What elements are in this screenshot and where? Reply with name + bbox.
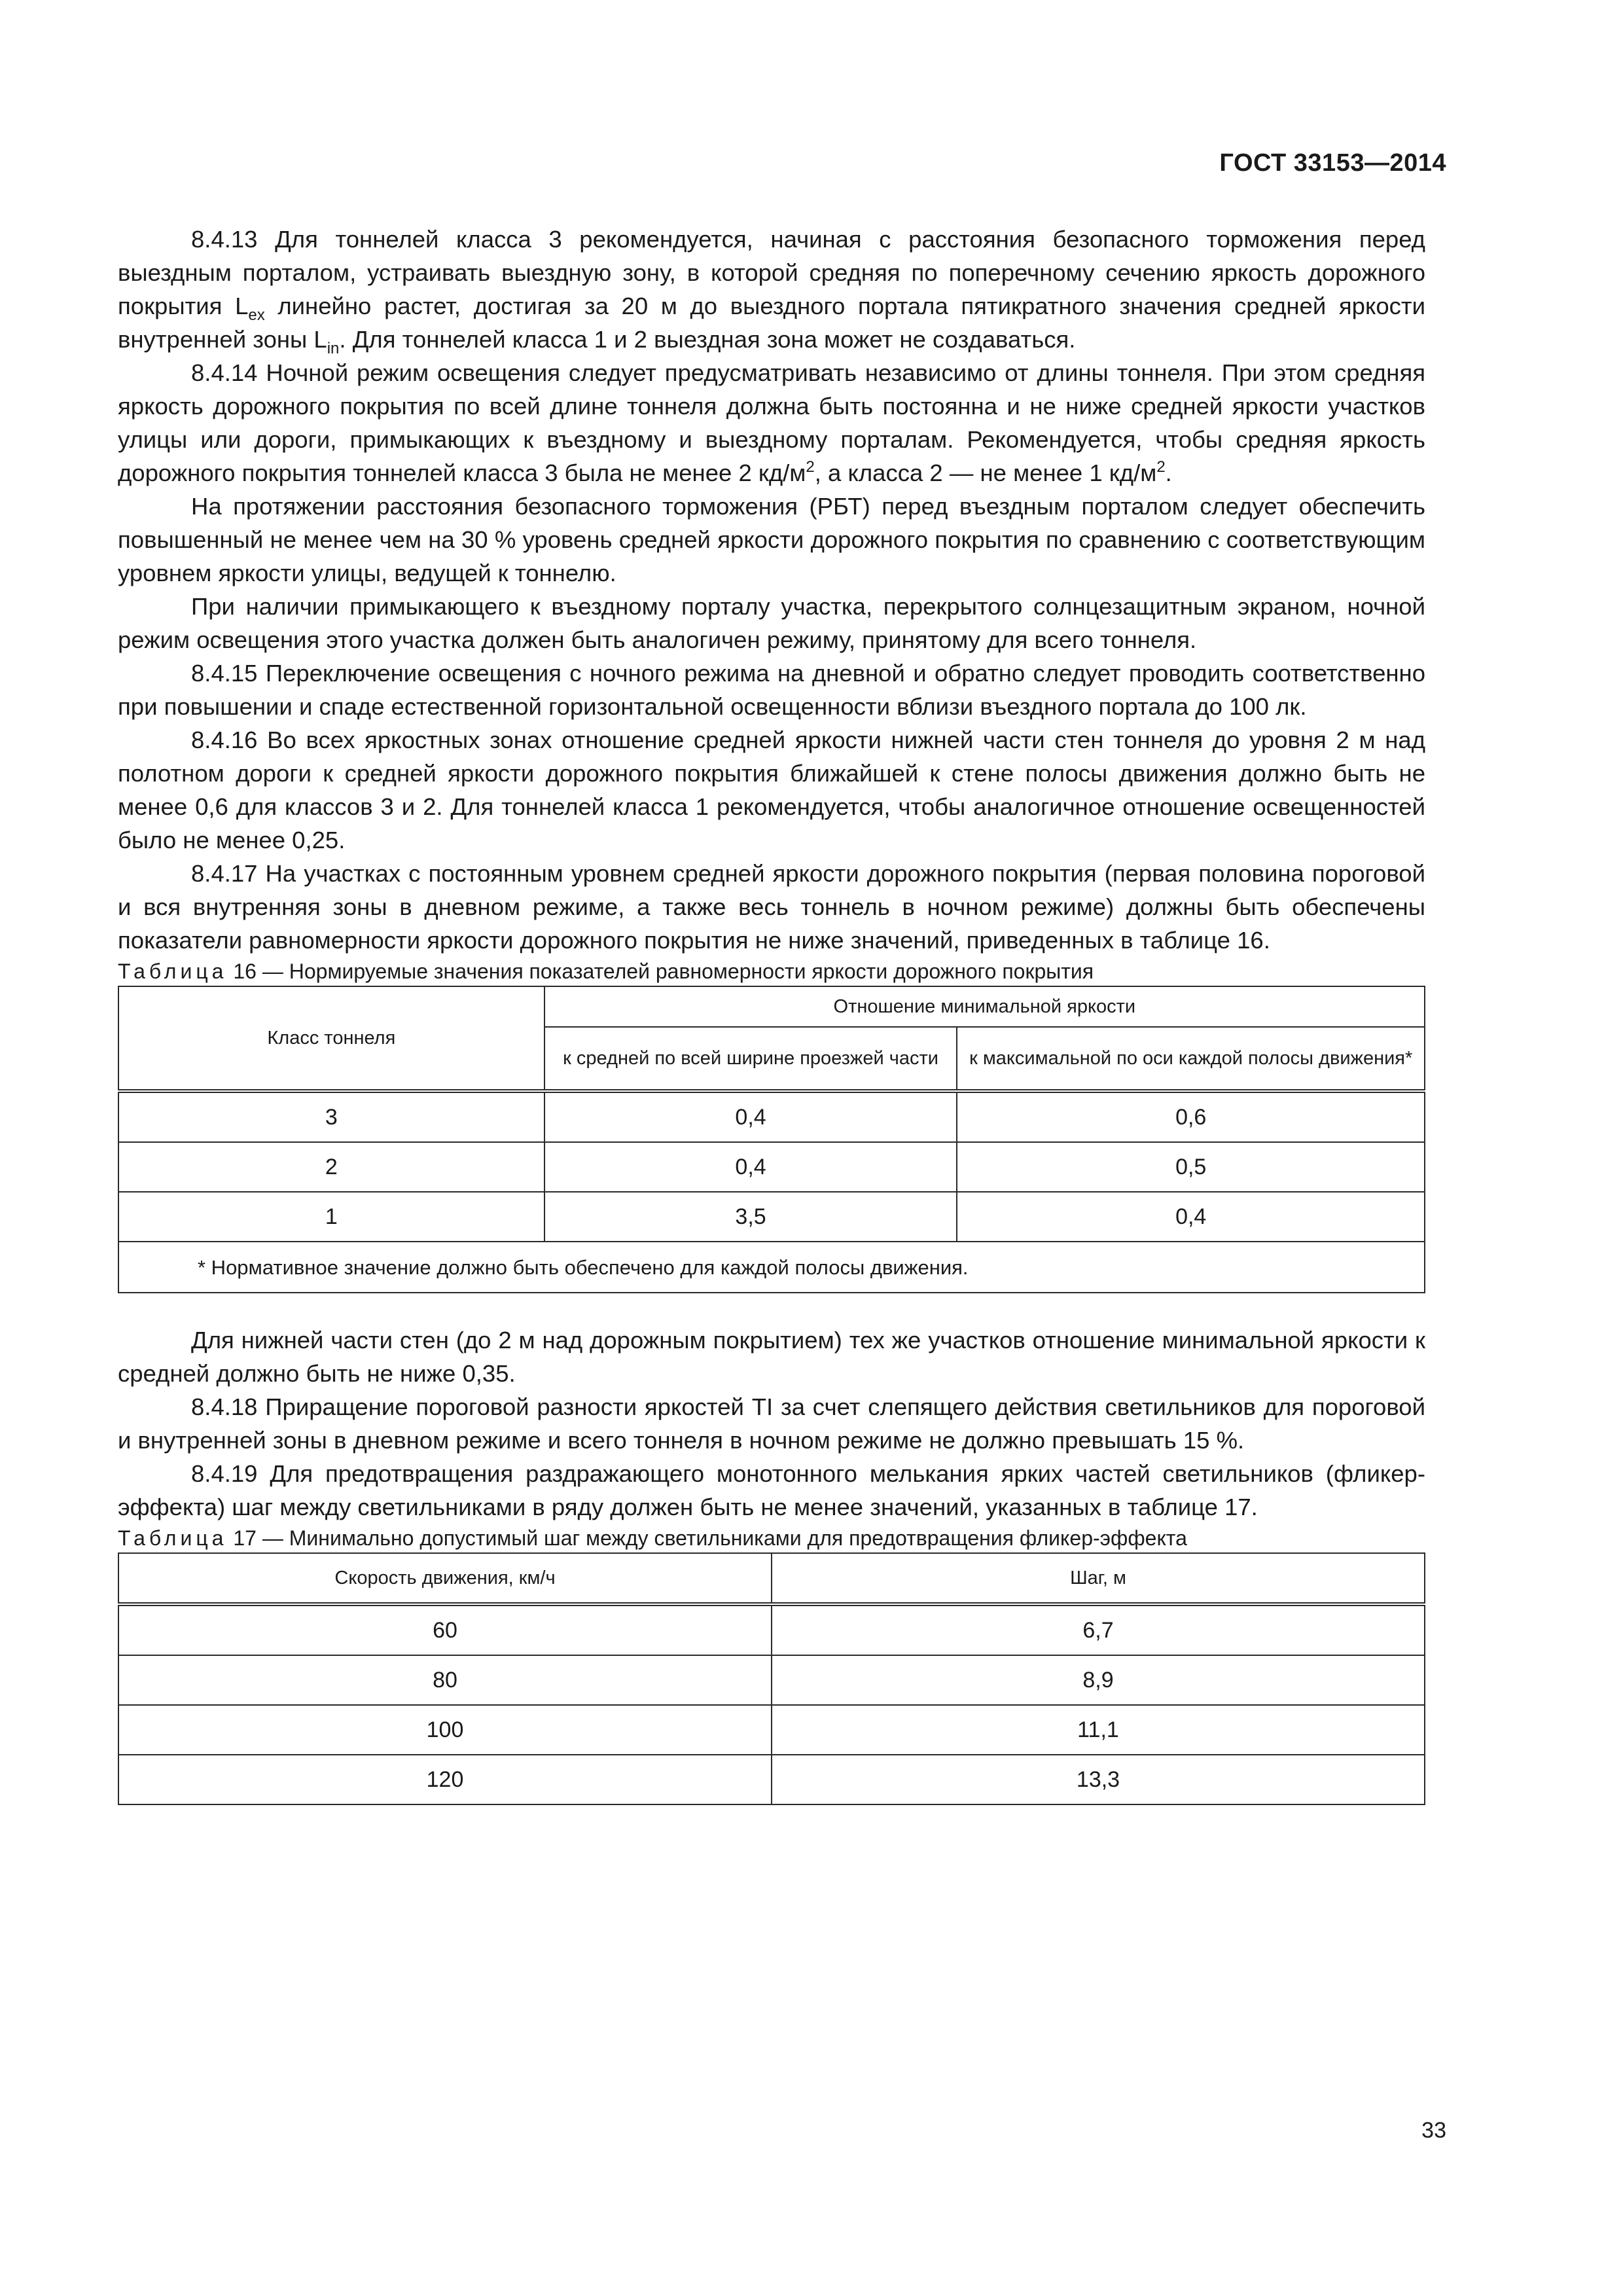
superscript: 2 <box>1156 458 1166 476</box>
subscript: ex <box>248 306 265 324</box>
table-16-caption <box>118 957 1425 986</box>
paragraph-8-4-17: 8.4.17 На участках с постоянным уровнем средней яркости дорожного покрытия (первая половина пороговой и вся внутренняя зоны в дневном режиме, а также весь тоннель в ночном режиме) должны быть обеспечены показатели равномерности яркости дорожного покрытия не ниже значений, приведенных в таблице 16. <box>118 860 1425 954</box>
document-code: ГОСТ 33153—2014 <box>1219 149 1446 177</box>
document-body <box>118 223 1425 1805</box>
caption-label: Таблица <box>118 960 228 983</box>
text-run: . Для тоннелей класса 1 и 2 выездная зона может не создаваться. <box>339 326 1076 353</box>
text-run: . <box>1165 459 1172 486</box>
header-speed: Скорость движения, км/ч <box>118 1553 772 1604</box>
paragraph-8-4-16: 8.4.16 Во всех яркостных зонах отношение средней яркости нижней части стен тоннеля до уровня 2 м над полотном дороги к средней яркости дорожного покрытия ближайшей к стене полосы движения должно быть не менее 0,6 для классов 3 и 2. Для тоннелей класса 1 рекомендуется, чтобы аналогичное отношение освещенностей было не менее 0,25. <box>118 726 1425 853</box>
table-row <box>118 1755 1425 1804</box>
caption-text: 16 — Нормируемые значения показателей равномерности яркости дорожного покрытия <box>227 960 1094 983</box>
paragraph-8-4-14 <box>118 356 1425 490</box>
table-row <box>118 1142 1425 1192</box>
cell-avg: 3,5 <box>544 1192 957 1242</box>
cell-max: 0,5 <box>957 1142 1425 1192</box>
caption-label: Таблица <box>118 1526 228 1550</box>
paragraph-rbt: На протяжении расстояния безопасного торможения (РБТ) перед въездным порталом следует обеспечить повышенный не менее чем на 30 % уровень средней яркости дорожного покрытия по сравнению с соответствующим уровнем яркости улицы, ведущей к тоннелю. <box>118 493 1425 586</box>
header-to-maximum: к максимальной по оси каждой полосы движения* <box>957 1027 1425 1091</box>
cell-avg: 0,4 <box>544 1142 957 1192</box>
cell-class: 2 <box>118 1142 544 1192</box>
table-row <box>118 1655 1425 1705</box>
table-row <box>118 1705 1425 1755</box>
table-row <box>118 1091 1425 1142</box>
cell-step: 13,3 <box>772 1755 1425 1804</box>
paragraph-sun-screen: При наличии примыкающего к въездному порталу участка, перекрытого солнцезащитным экраном, ночной режим освещения этого участка должен быть аналогичен режиму, принятому для всего тоннеля. <box>118 593 1425 653</box>
paragraph-8-4-15: 8.4.15 Переключение освещения с ночного режима на дневной и обратно следует проводить соответственно при повышении и спаде естественной горизонтальной освещенности вблизи въездного портала до 100 лк. <box>118 660 1425 720</box>
cell-class: 3 <box>118 1091 544 1142</box>
superscript: 2 <box>806 458 815 476</box>
cell-speed: 60 <box>118 1604 772 1655</box>
cell-avg: 0,4 <box>544 1091 957 1142</box>
header-to-average: к средней по всей ширине проезжей части <box>544 1027 957 1091</box>
paragraph-wall-ratio: Для нижней части стен (до 2 м над дорожным покрытием) тех же участков отношение минимальной яркости к средней должно быть не ниже 0,35. <box>118 1327 1425 1387</box>
paragraph-8-4-19: 8.4.19 Для предотвращения раздражающего монотонного мелькания ярких частей светильников (фликер-эффекта) шаг между светильниками в ряду должен быть не менее значений, указанных в таблице 17. <box>118 1460 1425 1520</box>
table-row <box>118 1192 1425 1242</box>
cell-max: 0,6 <box>957 1091 1425 1142</box>
table-note-row <box>118 1242 1425 1293</box>
table-17 <box>118 1552 1425 1805</box>
cell-speed: 80 <box>118 1655 772 1705</box>
text-run: , а класса 2 — не менее 1 кд/м <box>814 459 1157 486</box>
text-run: линейно растет, достигая за 20 м до выездного портала пятикратного значения средней яркости внутренней зоны L <box>118 293 1425 353</box>
table-17-caption <box>118 1524 1425 1552</box>
header-step: Шаг, м <box>772 1553 1425 1604</box>
cell-step: 6,7 <box>772 1604 1425 1655</box>
header-min-brightness-ratio: Отношение минимальной яркости <box>544 986 1425 1027</box>
table-note: * Нормативное значение должно быть обеспечено для каждой полосы движения. <box>118 1242 1425 1293</box>
cell-speed: 100 <box>118 1705 772 1755</box>
cell-step: 11,1 <box>772 1705 1425 1755</box>
paragraph-8-4-18: 8.4.18 Приращение пороговой разности яркостей TI за счет слепящего действия светильников для пороговой и внутренней зоны в дневном режиме и всего тоннеля в ночном режиме не должно превышать 15 %. <box>118 1393 1425 1454</box>
text-run: 8.4.13 Для тоннелей класса 3 рекомендуется, начиная с расстояния безопасного торможения перед выездным порталом, устраивать выездную зону, в которой средняя по поперечному сечению яркость дорожного покрытия L <box>118 226 1425 319</box>
caption-text: 17 — Минимально допустимый шаг между светильниками для предотвращения фликер-эффекта <box>227 1526 1187 1550</box>
cell-max: 0,4 <box>957 1192 1425 1242</box>
text-run: 8.4.14 Ночной режим освещения следует предусматривать независимо от длины тоннеля. При этом средняя яркость дорожного покрытия по всей длине тоннеля должна быть постоянна и не ниже средней яркости участков улицы или дороги, примыкающих к въездному и выездному порталам. Рекомендуется, чтобы средняя яркость дорожного покрытия тоннелей класса 3 была не менее 2 кд/м <box>118 359 1425 486</box>
header-tunnel-class: Класс тоннеля <box>118 986 544 1091</box>
table-row <box>118 1604 1425 1655</box>
cell-step: 8,9 <box>772 1655 1425 1705</box>
table-16 <box>118 986 1425 1293</box>
cell-class: 1 <box>118 1192 544 1242</box>
page-number: 33 <box>1421 2118 1446 2143</box>
cell-speed: 120 <box>118 1755 772 1804</box>
subscript: in <box>327 340 340 357</box>
paragraph-8-4-13 <box>118 223 1425 356</box>
